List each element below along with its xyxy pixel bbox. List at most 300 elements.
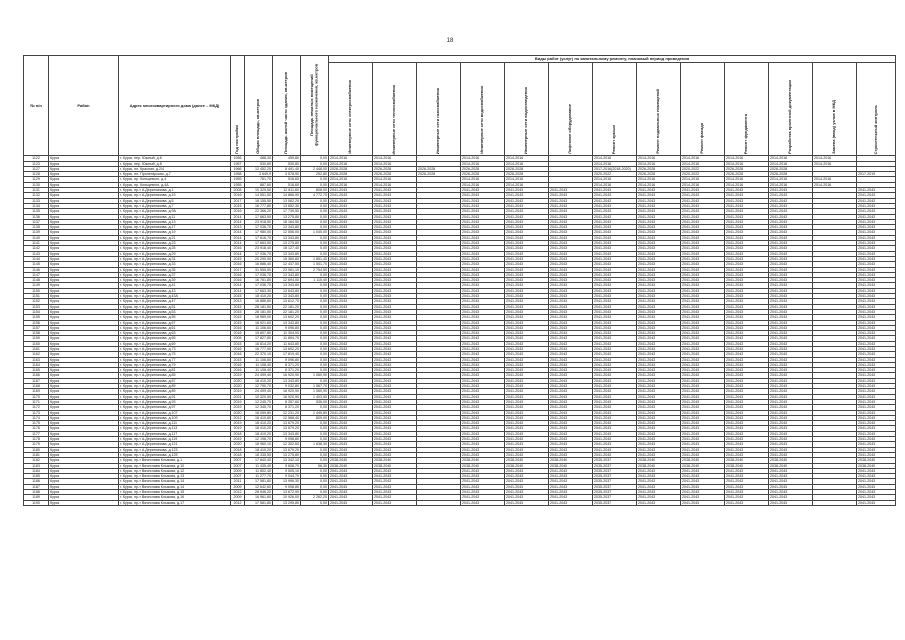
row-work-period: 2041-2043 bbox=[373, 219, 417, 224]
row-work-period: 2041-2043 bbox=[329, 325, 373, 330]
row-address: г. Курск, пр-т Вячеслава Клыкова, д.10 bbox=[119, 463, 231, 468]
page-number: 18 bbox=[446, 38, 454, 44]
row-work-period: 2041-2043 bbox=[769, 256, 813, 261]
row-work-period: 2041-2043 bbox=[461, 452, 505, 457]
row-total-area: 17 663,30 bbox=[245, 288, 273, 293]
row-total-area: 11 277,70 bbox=[245, 474, 273, 479]
row-work-period: 2041-2043 bbox=[549, 394, 593, 399]
row-address: г. Курск, пр-т А.Дериглазова, д.121 bbox=[119, 442, 231, 447]
row-year: 2016 bbox=[231, 209, 245, 214]
row-work-period: 2041-2043 bbox=[329, 495, 373, 500]
row-work-period: 2041-2043 bbox=[461, 304, 505, 309]
row-work-period: 2014-2016 bbox=[505, 182, 549, 187]
row-district: Курск bbox=[49, 214, 119, 219]
row-work-period: 2041-2043 bbox=[373, 262, 417, 267]
row-year: 2014 bbox=[231, 241, 245, 246]
row-living-area: 13 679,20 bbox=[273, 447, 301, 452]
row-nonliving-area: 0,00 bbox=[301, 479, 329, 484]
row-index: 1180 bbox=[24, 447, 49, 452]
row-district: Курск bbox=[49, 262, 119, 267]
row-work-period: 2041-2043 bbox=[857, 468, 896, 473]
row-total-area: 17 036,70 bbox=[245, 283, 273, 288]
row-address: г. Курск, пр-т А.Дериглазова, д.47 bbox=[119, 299, 231, 304]
row-work-period: 2041-2043 bbox=[681, 230, 725, 235]
row-work-period: 2041-2043 bbox=[681, 495, 725, 500]
row-work-period: 2041-2043 bbox=[637, 468, 681, 473]
row-work-period: 2041-2043 bbox=[549, 384, 593, 389]
row-address: г. Курск, пр-т А.Дериглазова, д.19 bbox=[119, 230, 231, 235]
row-address: г. Курск, пр-т А.Дериглазова, д.37 bbox=[119, 272, 231, 277]
row-work-period: 2041-2043 bbox=[461, 384, 505, 389]
row-work-period: 2041-2043 bbox=[857, 447, 896, 452]
row-work-period: 2041-2043 bbox=[681, 235, 725, 240]
row-living-area: 9 096,80 bbox=[273, 325, 301, 330]
row-work-period: 2041-2043 bbox=[637, 209, 681, 214]
row-index: 1173 bbox=[24, 410, 49, 415]
row-work-period: 2041-2043 bbox=[549, 283, 593, 288]
row-index: 1184 bbox=[24, 468, 49, 473]
row-index: 1136 bbox=[24, 214, 49, 219]
row-work-period: 2041-2043 bbox=[593, 193, 637, 198]
row-work-period: 2041-2043 bbox=[593, 278, 637, 283]
row-work-period: 2041-2043 bbox=[593, 373, 637, 378]
row-index: 1185 bbox=[24, 474, 49, 479]
row-work-period: 2041-2043 bbox=[769, 389, 813, 394]
row-work-period: 2041-2043 bbox=[373, 357, 417, 362]
row-work-period: 2041-2043 bbox=[681, 331, 725, 336]
row-year: 2017 bbox=[231, 198, 245, 203]
row-total-area: 18 335,50 bbox=[245, 452, 273, 457]
row-district: Курск bbox=[49, 468, 119, 473]
row-work-period: 2041-2043 bbox=[769, 394, 813, 399]
row-district: Курск bbox=[49, 309, 119, 314]
row-work-period: 2014-2016 bbox=[329, 156, 373, 161]
row-total-area: 23 918,50 bbox=[245, 219, 273, 224]
row-work-period: 2041-2043 bbox=[329, 484, 373, 489]
row-work-period: 2041-2043 bbox=[637, 331, 681, 336]
row-work-period: 2041-2043 bbox=[505, 278, 549, 283]
row-district: Курск bbox=[49, 426, 119, 431]
row-work-period: 2041-2043 bbox=[329, 235, 373, 240]
row-nonliving-area: 0,00 bbox=[301, 484, 329, 489]
row-work-period: 2041-2043 bbox=[549, 262, 593, 267]
row-work-period: 2041-2043 bbox=[593, 188, 637, 193]
row-total-area: 24 499,40 bbox=[245, 389, 273, 394]
row-work-period: 2041-2043 bbox=[725, 415, 769, 420]
row-total-area: 18 410,20 bbox=[245, 431, 273, 436]
row-living-area: 13 343,80 bbox=[273, 235, 301, 240]
row-work-period: 2041-2043 bbox=[373, 256, 417, 261]
row-work-period: 2041-2043 bbox=[769, 431, 813, 436]
row-living-area: 11 304,00 bbox=[273, 331, 301, 336]
row-address: г. Курск, пр-т А.Дериглазова, д.1 bbox=[119, 188, 231, 193]
row-work-period: 2041-2043 bbox=[857, 437, 896, 442]
row-work-period: 2041-2043 bbox=[505, 241, 549, 246]
row-index: 1133 bbox=[24, 198, 49, 203]
row-work-period: 2041-2043 bbox=[593, 437, 637, 442]
row-work-period: 2041-2043 bbox=[593, 256, 637, 261]
row-work-period: 2041-2043 bbox=[373, 209, 417, 214]
row-living-area: 13 343,80 bbox=[273, 294, 301, 299]
row-work-period: 2041-2043 bbox=[681, 256, 725, 261]
row-work-period: 2041-2043 bbox=[681, 426, 725, 431]
row-address: г. Курск, пр-т А.Дериглазова, д.13 bbox=[119, 219, 231, 224]
row-work-period: 2041-2043 bbox=[725, 188, 769, 193]
row-work-period: 2041-2043 bbox=[725, 341, 769, 346]
row-work-period: 2041-2043 bbox=[769, 188, 813, 193]
row-index: 1166 bbox=[24, 373, 49, 378]
row-living-area: 13 602,20 bbox=[273, 315, 301, 320]
row-nonliving-area: 0,00 bbox=[301, 161, 329, 166]
row-work-period: 2041-2043 bbox=[549, 437, 593, 442]
row-work-period: 2041-2043 bbox=[769, 299, 813, 304]
row-work-period: 2041-2043 bbox=[505, 235, 549, 240]
row-nonliving-area: 0,00 bbox=[301, 225, 329, 230]
row-work-period: 2041-2043 bbox=[549, 431, 593, 436]
row-work-period: 2041-2043 bbox=[593, 203, 637, 208]
row-nonliving-area: 0,00 bbox=[301, 426, 329, 431]
row-year: 2016 bbox=[231, 272, 245, 277]
row-work-period: 2041-2043 bbox=[373, 362, 417, 367]
row-work-period: 2041-2043 bbox=[549, 193, 593, 198]
row-index: 1161 bbox=[24, 346, 49, 351]
row-work-period: 2041-2043 bbox=[329, 357, 373, 362]
row-work-period: 2041-2043 bbox=[681, 421, 725, 426]
row-district: Курск bbox=[49, 437, 119, 442]
row-work-period: 2041-2043 bbox=[725, 267, 769, 272]
row-living-area: 9 032,80 bbox=[273, 384, 301, 389]
row-work-period: 2041-2043 bbox=[461, 320, 505, 325]
row-year: 2014 bbox=[231, 219, 245, 224]
row-work-period: 2041-2043 bbox=[725, 378, 769, 383]
row-work-period: 2026-2028 bbox=[329, 172, 373, 177]
row-work-period: 2041-2043 bbox=[857, 198, 896, 203]
row-year: 2009 bbox=[231, 484, 245, 489]
row-work-period: 2041-2043 bbox=[857, 219, 896, 224]
row-index: 1174 bbox=[24, 415, 49, 420]
row-work-period: 2041-2043 bbox=[769, 214, 813, 219]
row-work-period: 2041-2043 bbox=[373, 309, 417, 314]
header-works-title: Виды работ (услуг) по капитальному ремонту, плановый период проведения bbox=[329, 56, 896, 63]
row-total-area: 12 345,70 bbox=[245, 405, 273, 410]
row-index: 1170 bbox=[24, 394, 49, 399]
table-header bbox=[24, 56, 896, 156]
row-living-area: 12 568,40 bbox=[273, 415, 301, 420]
row-work-period: 2041-2043 bbox=[373, 352, 417, 357]
row-work-period: 2041-2043 bbox=[505, 352, 549, 357]
row-work-period: 2041-2043 bbox=[681, 384, 725, 389]
row-district: Курск bbox=[49, 458, 119, 463]
row-work-period: 2041-2043 bbox=[725, 452, 769, 457]
row-work-period: 2041-2043 bbox=[637, 484, 681, 489]
row-nonliving-area: 1 567,70 bbox=[301, 384, 329, 389]
row-work-period: 2041-2043 bbox=[725, 405, 769, 410]
row-address: г. Курск, пр-т А.Дериглазова, д.85 bbox=[119, 373, 231, 378]
row-work-period: 2041-2043 bbox=[857, 368, 896, 373]
row-living-area: 13 275,80 bbox=[273, 214, 301, 219]
row-work-period: 2041-2043 bbox=[637, 246, 681, 251]
row-work-period: 2041-2043 bbox=[329, 384, 373, 389]
row-living-area: 8 371,20 bbox=[273, 405, 301, 410]
row-work-period: 2041-2043 bbox=[373, 495, 417, 500]
row-work-period: 2041-2043 bbox=[769, 410, 813, 415]
row-work-period: 2041-2043 bbox=[725, 325, 769, 330]
row-district: Курск bbox=[49, 235, 119, 240]
row-district: Курск bbox=[49, 230, 119, 235]
row-work-period: 2041-2043 bbox=[769, 452, 813, 457]
row-work-period: 2014-2016 bbox=[505, 161, 549, 166]
row-work-period: 2041-2043 bbox=[329, 309, 373, 314]
row-work-period: 2041-2043 bbox=[769, 415, 813, 420]
header-work: Инженерные сети электроснабжения bbox=[329, 62, 373, 156]
row-year: 2016 bbox=[231, 262, 245, 267]
row-work-period: 2041-2043 bbox=[681, 288, 725, 293]
row-work-period: 2041-2043 bbox=[725, 346, 769, 351]
row-district: Курск bbox=[49, 156, 119, 161]
row-work-period: 2041-2043 bbox=[505, 384, 549, 389]
row-work-period: 2041-2043 bbox=[329, 341, 373, 346]
row-year: 2014 bbox=[231, 230, 245, 235]
row-living-area: 8 491,40 bbox=[273, 166, 301, 171]
row-work-period: 2041-2043 bbox=[329, 468, 373, 473]
row-work-period: 2041-2043 bbox=[769, 352, 813, 357]
row-work-period: 2041-2043 bbox=[549, 299, 593, 304]
row-index: 1135 bbox=[24, 209, 49, 214]
row-work-period: 2041-2043 bbox=[681, 399, 725, 404]
row-work-period: 2041-2043 bbox=[329, 299, 373, 304]
row-total-area: 12 196,70 bbox=[245, 437, 273, 442]
row-work-period: 2041-2043 bbox=[637, 241, 681, 246]
row-work-period: 2041-2043 bbox=[857, 278, 896, 283]
row-work-period: 2020-2022 bbox=[681, 172, 725, 177]
row-work-period: 2041-2043 bbox=[461, 437, 505, 442]
row-work-period: 2014-2016 bbox=[769, 156, 813, 161]
row-work-period: 2041-2043 bbox=[593, 442, 637, 447]
row-work-period: 2041-2043 bbox=[329, 241, 373, 246]
row-work-period: 2041-2043 bbox=[637, 198, 681, 203]
row-work-period: 2041-2043 bbox=[549, 209, 593, 214]
row-work-period: 2041-2043 bbox=[725, 384, 769, 389]
row-work-period: 2041-2043 bbox=[637, 447, 681, 452]
table-body bbox=[24, 156, 896, 506]
row-work-period: 2014-2016 bbox=[593, 177, 637, 182]
row-work-period: 2041-2043 bbox=[461, 421, 505, 426]
row-work-period: 2041-2043 bbox=[637, 188, 681, 193]
row-index: 1144 bbox=[24, 256, 49, 261]
row-work-period: 2038-2040 bbox=[857, 463, 896, 468]
row-living-area: 8 371,20 bbox=[273, 368, 301, 373]
row-work-period: 2041-2043 bbox=[549, 415, 593, 420]
row-work-period: 2041-2043 bbox=[769, 442, 813, 447]
row-work-period: 2014-2016 bbox=[593, 182, 637, 187]
row-year: 2016 bbox=[231, 193, 245, 198]
row-work-period: 2014-2016 bbox=[725, 182, 769, 187]
row-work-period: 2041-2043 bbox=[593, 341, 637, 346]
row-work-period: 2041-2043 bbox=[725, 283, 769, 288]
row-total-area: 16 814,20 bbox=[245, 341, 273, 346]
row-year: 2020 bbox=[231, 442, 245, 447]
row-work-period: 2041-2043 bbox=[329, 500, 373, 505]
row-work-period: 2041-2043 bbox=[637, 405, 681, 410]
row-work-period: 2041-2043 bbox=[681, 219, 725, 224]
row-nonliving-area: 0,00 bbox=[301, 272, 329, 277]
row-total-area: 16 921,60 bbox=[245, 320, 273, 325]
row-work-period: 2038-2040 bbox=[461, 458, 505, 463]
row-district: Курск bbox=[49, 490, 119, 495]
row-work-period: 2041-2043 bbox=[681, 336, 725, 341]
row-work-period: 2041-2043 bbox=[725, 479, 769, 484]
row-work-period: 2041-2043 bbox=[329, 320, 373, 325]
row-district: Курск bbox=[49, 410, 119, 415]
row-work-period: 2041-2043 bbox=[329, 288, 373, 293]
row-work-period: 2041-2043 bbox=[549, 399, 593, 404]
row-work-period: 2041-2043 bbox=[461, 209, 505, 214]
row-district: Курск bbox=[49, 357, 119, 362]
row-work-period: 2041-2043 bbox=[637, 235, 681, 240]
row-work-period: 2041-2043 bbox=[681, 198, 725, 203]
row-work-period: 2041-2043 bbox=[373, 452, 417, 457]
row-work-period: 2041-2043 bbox=[681, 490, 725, 495]
row-work-period: 2041-2043 bbox=[505, 325, 549, 330]
row-work-period: 2041-2043 bbox=[373, 394, 417, 399]
row-work-period: 2041-2043 bbox=[505, 198, 549, 203]
row-work-period: 2041-2043 bbox=[461, 373, 505, 378]
row-district: Курск bbox=[49, 161, 119, 166]
row-living-area: 13 343,80 bbox=[273, 283, 301, 288]
row-work-period: 2041-2043 bbox=[725, 362, 769, 367]
row-index: 1190 bbox=[24, 500, 49, 505]
row-work-period: 2041-2043 bbox=[681, 267, 725, 272]
row-work-period: 2041-2043 bbox=[373, 368, 417, 373]
row-living-area: 16 920,90 bbox=[273, 394, 301, 399]
row-work-period: 2041-2043 bbox=[725, 331, 769, 336]
row-nonliving-area: 56,30 bbox=[301, 463, 329, 468]
row-work-period: 2041-2043 bbox=[461, 352, 505, 357]
row-work-period: 2041-2043 bbox=[373, 278, 417, 283]
row-work-period: 2014-2016 bbox=[461, 156, 505, 161]
row-work-period: 2014-2016 bbox=[637, 156, 681, 161]
row-work-period: 2041-2043 bbox=[857, 399, 896, 404]
row-work-period: 2041-2043 bbox=[769, 193, 813, 198]
row-total-area: 12 790,70 bbox=[245, 384, 273, 389]
row-work-period: 2041-2043 bbox=[725, 484, 769, 489]
row-work-period: 2041-2043 bbox=[857, 267, 896, 272]
row-district: Курск bbox=[49, 495, 119, 500]
row-work-period: 2041-2043 bbox=[373, 299, 417, 304]
row-work-period: 2041-2043 bbox=[637, 283, 681, 288]
row-work-period: 2041-2043 bbox=[549, 325, 593, 330]
row-work-period: 2041-2043 bbox=[637, 474, 681, 479]
row-work-period: 2041-2043 bbox=[857, 283, 896, 288]
row-work-period: 2038-2040 bbox=[373, 463, 417, 468]
row-living-area: 9 096,80 bbox=[273, 357, 301, 362]
row-work-period: 2041-2043 bbox=[769, 278, 813, 283]
row-work-period: 2014-2016 bbox=[505, 156, 549, 161]
row-work-period: 2041-2043 bbox=[329, 246, 373, 251]
row-work-period: 2041-2043 bbox=[681, 500, 725, 505]
row-work-period: 2041-2043 bbox=[549, 442, 593, 447]
row-work-period: 2041-2043 bbox=[593, 241, 637, 246]
row-district: Курск bbox=[49, 484, 119, 489]
row-work-period: 2041-2043 bbox=[725, 304, 769, 309]
row-work-period: 2041-2043 bbox=[725, 246, 769, 251]
row-year: 2015 bbox=[231, 320, 245, 325]
row-work-period: 2041-2043 bbox=[593, 346, 637, 351]
row-living-area: 516,60 bbox=[273, 182, 301, 187]
row-work-period: 2041-2043 bbox=[505, 309, 549, 314]
row-work-period: 2041-2043 bbox=[681, 415, 725, 420]
row-work-period: 2041-2043 bbox=[373, 399, 417, 404]
row-work-period: 2041-2043 bbox=[549, 357, 593, 362]
row-total-area: 18 410,20 bbox=[245, 426, 273, 431]
row-work-period: 2041-2043 bbox=[593, 198, 637, 203]
row-work-period: 2041-2043 bbox=[329, 362, 373, 367]
row-work-period: 2041-2043 bbox=[549, 225, 593, 230]
row-district: Курск bbox=[49, 320, 119, 325]
row-work-period: 2041-2043 bbox=[505, 490, 549, 495]
row-work-period: 2041-2043 bbox=[505, 203, 549, 208]
row-total-area: 16 686,40 bbox=[245, 262, 273, 267]
row-total-area: 17 581,80 bbox=[245, 479, 273, 484]
row-work-period: 2041-2043 bbox=[681, 357, 725, 362]
table-row bbox=[24, 500, 896, 505]
row-work-period: 2041-2043 bbox=[857, 272, 896, 277]
row-total-area: 11 106,60 bbox=[245, 325, 273, 330]
row-total-area: 17 581,80 bbox=[245, 500, 273, 505]
row-total-area: 20 290,90 bbox=[245, 256, 273, 261]
row-nonliving-area: 0,00 bbox=[301, 357, 329, 362]
row-work-period: 2041-2043 bbox=[857, 378, 896, 383]
row-work-period: 2041-2043 bbox=[857, 362, 896, 367]
row-work-period: 2041-2043 bbox=[329, 437, 373, 442]
row-total-area: 530,80 bbox=[245, 161, 273, 166]
row-work-period: 2041-2043 bbox=[461, 246, 505, 251]
row-work-period: 2041-2043 bbox=[549, 188, 593, 193]
row-work-period: 2026-2028 bbox=[769, 166, 813, 171]
row-year: 2016 bbox=[231, 346, 245, 351]
row-work-period: 2041-2043 bbox=[329, 394, 373, 399]
row-work-period: 2041-2043 bbox=[329, 346, 373, 351]
row-work-period: 2041-2043 bbox=[857, 209, 896, 214]
row-work-period: 2041-2043 bbox=[373, 437, 417, 442]
row-work-period: 2041-2043 bbox=[505, 262, 549, 267]
row-nonliving-area: 0,00 bbox=[301, 346, 329, 351]
row-total-area: 11 802,40 bbox=[245, 468, 273, 473]
row-work-period: 2041-2043 bbox=[681, 484, 725, 489]
row-work-period: 2041-2043 bbox=[329, 262, 373, 267]
row-work-period: 2020-2022 bbox=[593, 172, 637, 177]
row-living-area: 13 062,20 bbox=[273, 198, 301, 203]
row-address: г. Курск, пр-т А.Дериглазова, д.23 bbox=[119, 241, 231, 246]
row-work-period: 2041-2043 bbox=[637, 384, 681, 389]
row-work-period bbox=[417, 500, 461, 505]
header-work: Разработка проектной документации bbox=[769, 62, 813, 156]
row-address: г. Курск, пр-т А.Дериглазова, д.43 bbox=[119, 288, 231, 293]
row-work-period: 2041-2043 bbox=[593, 262, 637, 267]
row-living-area: 13 679,20 bbox=[273, 426, 301, 431]
row-work-period: 2041-2043 bbox=[769, 283, 813, 288]
row-year: 2015 bbox=[231, 315, 245, 320]
row-work-period: 2041-2043 bbox=[461, 415, 505, 420]
row-work-period: 2041-2043 bbox=[769, 262, 813, 267]
row-work-period: 2038-2040 bbox=[725, 463, 769, 468]
row-nonliving-area: 0,00 bbox=[301, 288, 329, 293]
row-address: г. Курск, пр-т А.Дериглазова, д.75 bbox=[119, 352, 231, 357]
row-district: Курск bbox=[49, 219, 119, 224]
row-work-period: 2041-2043 bbox=[681, 452, 725, 457]
row-work-period: 2041-2043 bbox=[549, 490, 593, 495]
header-work: Инженерные сети водоснабжения bbox=[461, 62, 505, 156]
